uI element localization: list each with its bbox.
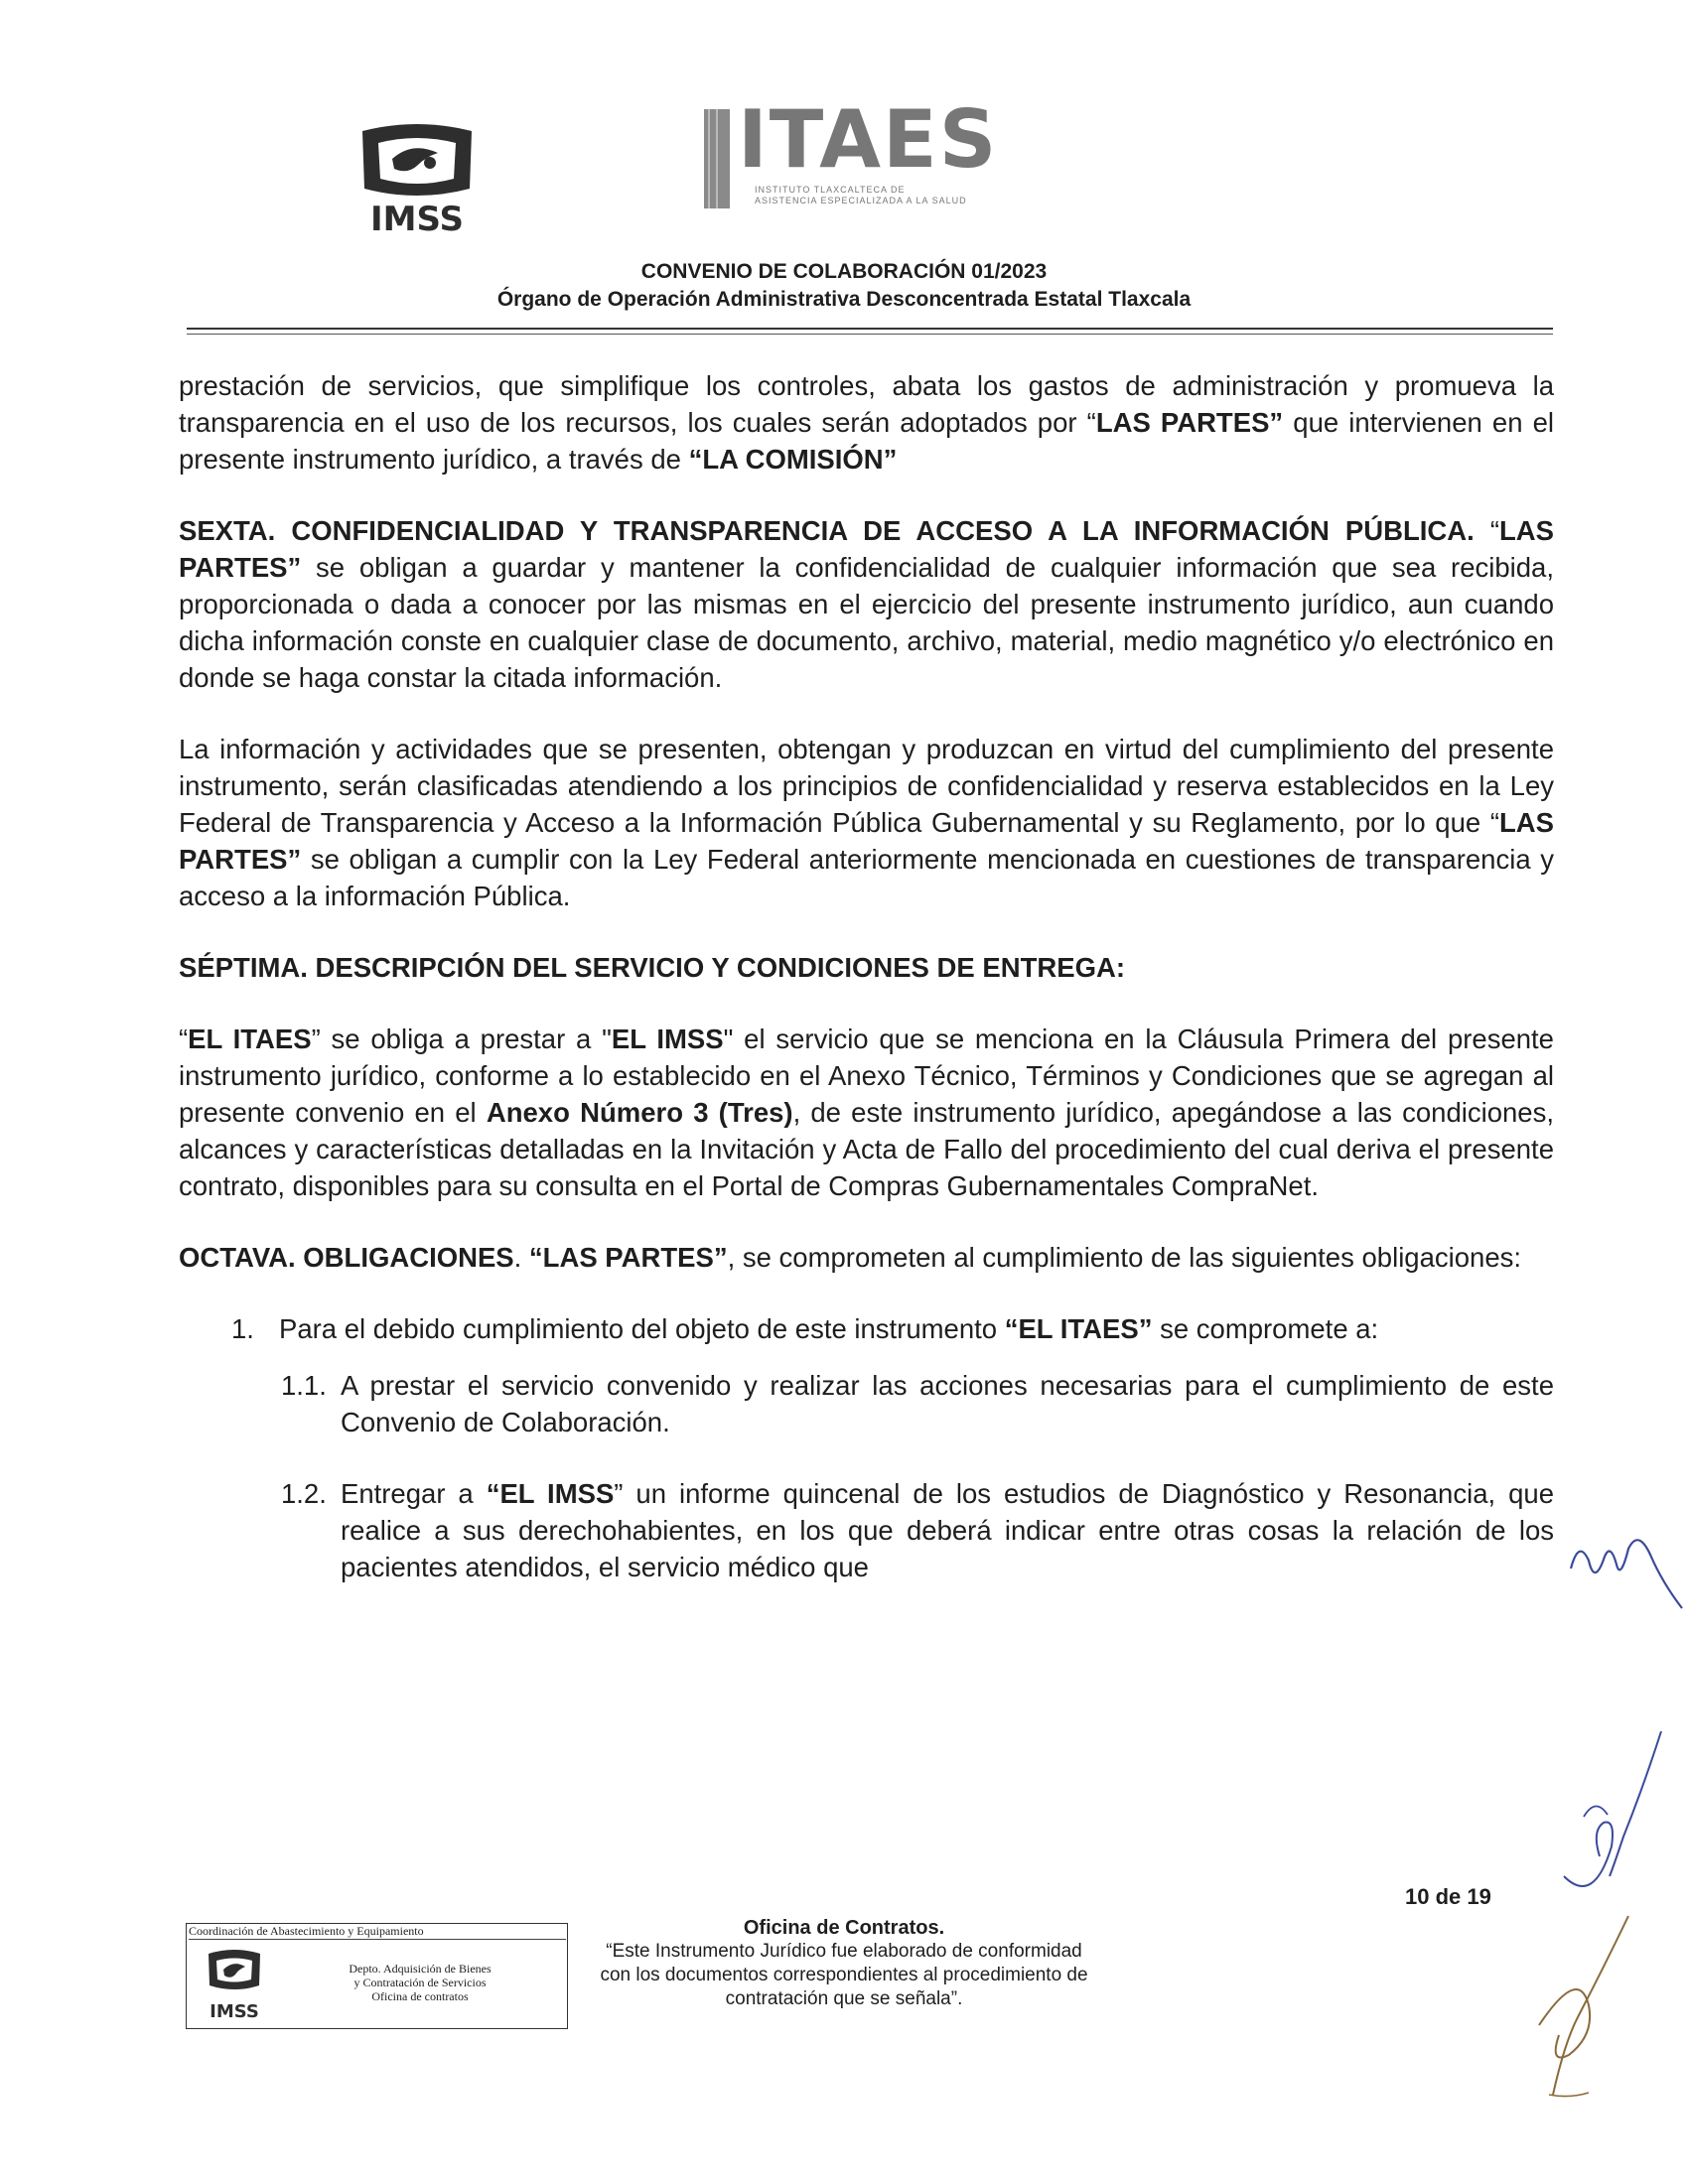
text: Para el debido cumplimiento del objeto de este instrumento	[279, 1313, 1005, 1344]
text: se compromete a:	[1152, 1313, 1379, 1344]
office-note	[596, 1916, 1092, 2011]
list-number: 1.	[231, 1313, 254, 1344]
text: " el servicio que se menciona en la Cláusula Primera del presente instrumento jurídico, conforme a lo establecido en el Anexo Técnico, Términos y Condiciones que se agregan al presente convenio en el	[179, 1024, 1554, 1128]
stamp-line: Depto. Adquisición de Bienes	[349, 1962, 492, 1976]
handwritten-signature	[1544, 1727, 1673, 1906]
paragraph-information	[179, 731, 1554, 914]
header-rule-thin	[187, 334, 1553, 335]
clause-heading: OCTAVA. OBLIGACIONES	[179, 1242, 514, 1273]
document-title: CONVENIO DE COLABORACIÓN 01/2023	[640, 260, 1048, 283]
bold-text: EL ITAES	[188, 1024, 312, 1054]
stamp-header: Coordinación de Abastecimiento y Equipamiento	[189, 1924, 566, 1940]
text: , se comprometen al cumplimiento de las siguientes obligaciones:	[727, 1242, 1522, 1273]
list-item-text: A prestar el servicio convenido y realizar las acciones necesarias para el cumplimiento de este Convenio de Colaboración.	[341, 1370, 1554, 1437]
bold-text: “EL ITAES”	[1004, 1313, 1153, 1344]
office-title: Oficina de Contratos.	[743, 1917, 945, 1939]
itaes-logo-subtitle	[755, 185, 967, 206]
imss-logo	[343, 119, 492, 238]
sublist-item	[281, 1367, 1554, 1440]
imss-stamp-logo	[203, 1948, 266, 2023]
stamp-lines	[306, 1962, 534, 2003]
list-number: 1.1.	[281, 1370, 327, 1401]
stamp-logo-text: IMSS	[210, 2001, 259, 2022]
text: ” un informe quincenal de los estudios de Diagnóstico y Resonancia, que realice a sus derechohabientes, en los que deberá indicar entre otras cosas la relación de los pacientes atendidos, el servicio médico que	[341, 1478, 1554, 1582]
text: se obligan a cumplir con la Ley Federal anteriormente mencionada en cuestiones de transparencia y acceso a la información Pública.	[179, 844, 1554, 911]
bold-text: “EL IMSS	[486, 1478, 615, 1509]
clause-heading: SEXTA. CONFIDENCIALIDAD Y TRANSPARENCIA DE ACCESO A LA INFORMACIÓN PÚBLICA.	[179, 515, 1475, 546]
office-stamp	[186, 1923, 568, 2029]
text: Entregar a	[341, 1478, 487, 1509]
clause-sexta	[179, 512, 1554, 696]
clause-octava	[179, 1239, 1554, 1276]
itaes-logo-subtitle-2: ASISTENCIA ESPECIALIZADA A LA SALUD	[755, 196, 967, 205]
text: se obligan a guardar y mantener la confidencialidad de cualquier información que sea recibida, proporcionada o dada a conocer por las mismas en el ejercicio del presente instrumento jurídico, aun cuando dicha información conste en cualquier clase de documento, archivo, material, medio magnético y/o electrónico en donde se haga constar la citada información.	[179, 552, 1554, 693]
stamp-line: y Contratación de Servicios	[353, 1976, 487, 1989]
office-disclaimer: “Este Instrumento Jurídico fue elaborado de conformidad con los documentos correspondientes al procedimiento de contratación que se señala”.	[600, 1941, 1088, 2009]
itaes-logo-bar	[700, 107, 736, 210]
text: , de este instrumento jurídico, apegándose a las condiciones, alcances y características detalladas en la Invitación y Acta de Fallo del procedimiento del cual deriva el presente contrato, disponibles para su consulta en el Portal de Compras Gubernamentales CompraNet.	[179, 1097, 1554, 1201]
header-rule	[187, 328, 1553, 330]
text: La información y actividades que se presenten, obtengan y produzcan en virtud del cumplimiento del presente instrumento, serán clasificadas atendiendo a los principios de confidencialidad y reserva establecidos en la Ley Federal de Transparencia y Acceso a la Información Pública Gubernamental y su Reglamento, por lo que “	[179, 734, 1554, 838]
list-number: 1.2.	[281, 1478, 327, 1509]
itaes-logo-subtitle-1: INSTITUTO TLAXCALTECA DE	[755, 185, 906, 195]
itaes-logo	[700, 93, 1038, 216]
paragraph-continuation	[179, 367, 1554, 478]
list-item-text	[279, 1310, 1554, 1347]
text: prestación de servicios, que simplifique los controles, abata los gastos de administración y promueva la transparencia en el uso de los recursos, los cuales serán adoptados por “	[179, 370, 1554, 438]
list-item-text	[341, 1475, 1554, 1585]
handwritten-signature-brown	[1509, 1906, 1658, 2105]
bold-text: LAS PARTES”	[179, 807, 1554, 875]
document-subtitle: Órgano de Operación Administrativa Desconcentrada Estatal Tlaxcala	[496, 288, 1192, 311]
itaes-logo-text: ITAES	[738, 93, 999, 186]
text: que intervienen en el presente instrumento jurídico, a través de	[179, 407, 1554, 475]
page-number: 10 de 19	[1405, 1884, 1491, 1909]
list-item	[231, 1310, 1554, 1347]
sublist-item	[281, 1475, 1554, 1585]
bold-text: “LAS PARTES”	[528, 1242, 728, 1273]
stamp-line: Oficina de contratos	[371, 1989, 469, 2003]
bold-text: Anexo Número 3 (Tres)	[486, 1097, 793, 1128]
paragraph-service	[179, 1021, 1554, 1204]
text: ” se obliga a prestar a "	[311, 1024, 612, 1054]
clause-septima-heading: SÉPTIMA. DESCRIPCIÓN DEL SERVICIO Y CONDICIONES DE ENTREGA:	[179, 952, 1125, 983]
text: “	[179, 1024, 189, 1054]
bold-text: “LA COMISIÓN”	[688, 444, 898, 475]
text: .	[513, 1242, 529, 1273]
bold-text: LAS PARTES”	[179, 515, 1554, 583]
handwritten-initials	[1559, 1509, 1688, 1628]
bold-text: LAS PARTES”	[1095, 407, 1284, 438]
imss-logo-text: IMSS	[370, 200, 464, 238]
text: “	[1474, 515, 1499, 546]
bold-text: EL IMSS	[611, 1024, 724, 1054]
document-body	[179, 367, 1554, 1620]
